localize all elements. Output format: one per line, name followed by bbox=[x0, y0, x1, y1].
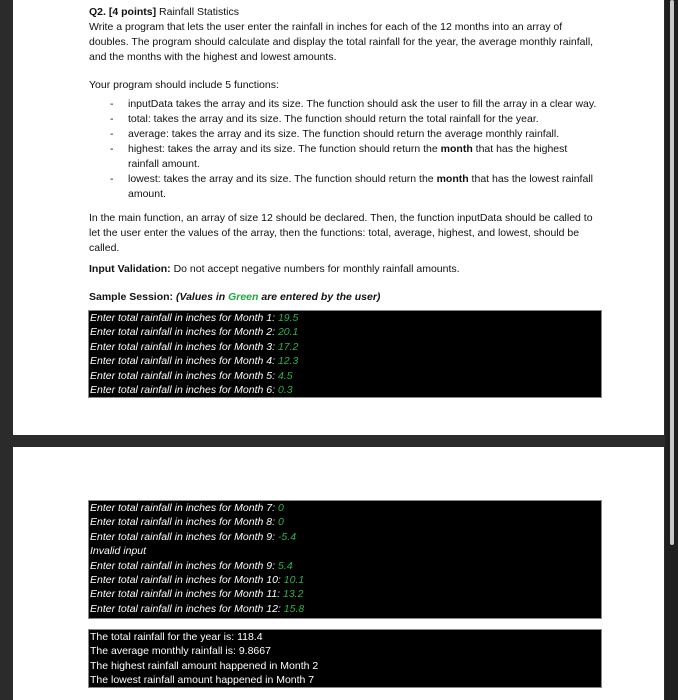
terminal-results bbox=[88, 629, 602, 688]
scrollbar-thumb[interactable] bbox=[670, 0, 674, 545]
question-title: Rainfall Statistics bbox=[159, 6, 239, 18]
terminal-line bbox=[89, 515, 601, 529]
terminal-session-part1 bbox=[88, 310, 602, 398]
bullet-dash: - bbox=[110, 143, 114, 155]
functions-lead: Your program should include 5 functions: bbox=[89, 79, 279, 91]
terminal-result-line: The lowest rainfall amount happened in Month 7 bbox=[90, 674, 315, 687]
terminal-prompt: Enter total rainfall in inches for Month 9: bbox=[90, 559, 278, 572]
terminal-prompt: Enter total rainfall in inches for Month 12: bbox=[90, 602, 284, 615]
bullet-dash: - bbox=[110, 173, 114, 185]
terminal-user-input: 19.5 bbox=[277, 312, 299, 324]
terminal-user-input: 10.1 bbox=[283, 573, 305, 586]
document-page-1 bbox=[13, 0, 664, 435]
terminal-user-input: 5.4 bbox=[277, 559, 293, 572]
function-text-after: that has the lowest rainfall amount. bbox=[128, 173, 593, 200]
bullet-dash: - bbox=[110, 113, 114, 125]
terminal-session-part2 bbox=[88, 500, 602, 619]
terminal-prompt: Enter total rainfall in inches for Month 5: bbox=[90, 369, 278, 382]
terminal-prompt: Enter total rainfall in inches for Month 3: bbox=[90, 340, 278, 353]
functions-list bbox=[89, 97, 601, 202]
terminal-line bbox=[89, 587, 601, 601]
question-intro: Write a program that lets the user enter the rainfall in inches for each of the 12 months into an array of doubles. The program should calculate and display the total rainfall for the year, the average monthly rainfall, and the months with the highest and lowest amounts. bbox=[89, 21, 594, 63]
terminal-prompt: Enter total rainfall in inches for Month 6: bbox=[90, 383, 278, 396]
terminal-result-line: The total rainfall for the year is: 118.4 bbox=[90, 631, 263, 643]
document-page-2 bbox=[13, 447, 664, 700]
validation-text: Do not accept negative numbers for monthly rainfall amounts. bbox=[170, 263, 460, 275]
function-text: highest: takes the array and its size. The function should return the bbox=[128, 143, 441, 155]
terminal-line bbox=[89, 544, 601, 558]
sample-label: Sample Session: bbox=[89, 291, 174, 303]
terminal-user-input: 0 bbox=[277, 516, 284, 529]
terminal-prompt: Enter total rainfall in inches for Month 10: bbox=[90, 573, 284, 586]
terminal-user-input: 20.1 bbox=[277, 326, 299, 339]
main-function-description: In the main function, an array of size 12 should be declared. Then, the function inputData should be called to let the user enter the values of the array, then the functions: total, average, highest, and lowest, should be called. bbox=[89, 212, 593, 254]
terminal-line bbox=[89, 602, 601, 616]
function-text: lowest: takes the array and its size. The function should return the bbox=[128, 173, 437, 185]
terminal-prompt: Enter total rainfall in inches for Month 2: bbox=[90, 326, 278, 339]
scrollbar[interactable] bbox=[665, 0, 678, 700]
terminal-line bbox=[89, 354, 601, 368]
terminal-user-input: 17.2 bbox=[277, 340, 299, 353]
input-validation bbox=[89, 262, 601, 277]
function-bold: month bbox=[436, 173, 469, 185]
bullet-dash: - bbox=[110, 128, 114, 140]
question-number: Q2. bbox=[89, 6, 106, 18]
terminal-line bbox=[89, 325, 601, 339]
terminal-prompt: Enter total rainfall in inches for Month 7: bbox=[90, 502, 278, 514]
function-item bbox=[89, 127, 601, 142]
function-text: total: takes the array and its size. The function should return the total rainfall for the year. bbox=[128, 113, 539, 125]
question-points: [4 points] bbox=[108, 6, 157, 18]
terminal-prompt: Invalid input bbox=[90, 545, 147, 558]
terminal-user-input: 0 bbox=[277, 502, 284, 514]
terminal-user-input: 12.3 bbox=[277, 355, 299, 368]
terminal-user-input: 0.3 bbox=[277, 383, 293, 396]
terminal-line bbox=[89, 383, 601, 397]
function-item bbox=[89, 97, 601, 112]
terminal-user-input: 4.5 bbox=[277, 369, 293, 382]
sample-session-heading bbox=[89, 291, 380, 303]
terminal-prompt: Enter total rainfall in inches for Month 9: bbox=[90, 530, 278, 543]
terminal-prompt: Enter total rainfall in inches for Month 1: bbox=[90, 312, 278, 324]
terminal-user-input: 13.2 bbox=[283, 588, 304, 601]
terminal-line bbox=[89, 573, 601, 587]
function-bold: month bbox=[440, 143, 473, 155]
bullet-dash: - bbox=[110, 98, 114, 110]
function-text: inputData takes the array and its size. The function should ask the user to fill the array in a clear way. bbox=[128, 98, 597, 110]
function-text: average: takes the array and its size. The function should return the average monthly rainfall. bbox=[128, 128, 560, 140]
terminal-line bbox=[89, 340, 601, 354]
terminal-user-input: -5.4 bbox=[277, 530, 297, 543]
function-item bbox=[89, 142, 601, 172]
terminal-line bbox=[89, 559, 601, 573]
validation-label: Input Validation: bbox=[89, 263, 171, 275]
terminal-result-line: The average monthly rainfall is: 9.8667 bbox=[90, 645, 271, 658]
terminal-prompt: Enter total rainfall in inches for Month 8: bbox=[90, 516, 278, 529]
function-text-after: that has the highest rainfall amount. bbox=[128, 143, 568, 170]
terminal-prompt: Enter total rainfall in inches for Month 4: bbox=[90, 355, 278, 368]
sample-note-1: (Values in bbox=[175, 291, 229, 303]
terminal-line bbox=[89, 530, 601, 544]
terminal-line bbox=[89, 369, 601, 383]
function-item bbox=[89, 172, 601, 202]
terminal-line bbox=[89, 501, 601, 515]
sample-note-2: are entered by the user) bbox=[258, 291, 381, 303]
terminal-line bbox=[89, 311, 601, 325]
function-item bbox=[89, 112, 601, 127]
terminal-prompt: Enter total rainfall in inches for Month 11: bbox=[90, 588, 283, 601]
terminal-user-input: 15.8 bbox=[283, 602, 305, 615]
question-heading bbox=[89, 6, 239, 18]
sample-note-green: Green bbox=[228, 291, 259, 303]
terminal-result-line: The highest rainfall amount happened in Month 2 bbox=[90, 659, 319, 672]
